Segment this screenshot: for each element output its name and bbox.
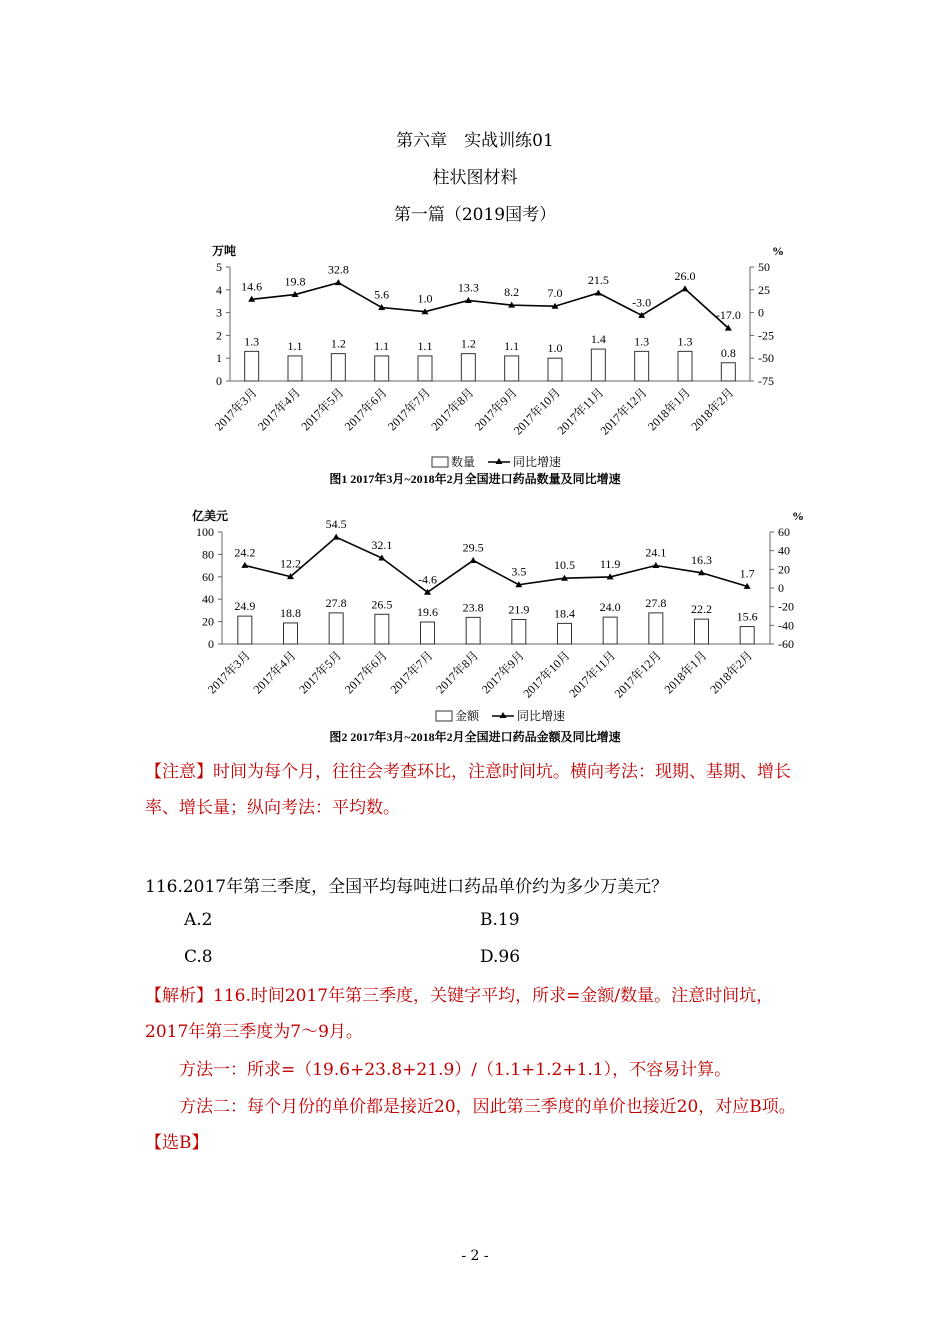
- chart-2-bar-label: 18.8: [280, 605, 301, 620]
- chart-2-category-label: 2017年4月: [250, 648, 299, 697]
- method-two: [145, 1089, 810, 1161]
- chart-2-bar-label: 23.8: [462, 600, 484, 615]
- chart-2-line-label: 54.5: [325, 517, 347, 532]
- chart-1-left-unit: 万吨: [212, 244, 237, 258]
- chart-1-category-label: 2018年2月: [688, 385, 737, 434]
- chart-1-category-label: 2017年6月: [341, 385, 390, 434]
- method-one: 方法一：所求=（19.6+23.8+21.9）/（1.1+1.2+1.1），不容易计算。: [179, 1060, 732, 1080]
- chart-1-bar-label: 1.1: [374, 338, 390, 353]
- chart-1-line-label: -17.0: [715, 308, 741, 323]
- chart-1-right-tick-label: -75: [758, 374, 774, 388]
- chart-2-category-label: 2017年6月: [341, 648, 390, 697]
- chart-2-left-tick-label: 0: [208, 637, 214, 651]
- chart-1-line-label: 19.8: [284, 274, 306, 289]
- chart-1-bar-label: 1.3: [634, 334, 650, 349]
- chart-1-legend-line-label: 同比增速: [513, 455, 562, 469]
- chart-2-bar-label: 19.6: [417, 605, 438, 620]
- chart-2-right-tick-label: -60: [778, 637, 794, 651]
- chart-1-category-label: 2018年1月: [645, 385, 694, 434]
- chart-2-bar: [238, 616, 252, 644]
- chart-1-line-label: 1.0: [417, 291, 433, 306]
- chart-1-bar-label: 1.1: [287, 338, 303, 353]
- chart-1-line-label: 7.0: [547, 286, 563, 301]
- option-a: A.2: [184, 910, 213, 930]
- chart-2-bar: [375, 614, 389, 644]
- chart-1-category-label: 2017年5月: [298, 385, 347, 434]
- chart-2-category-label: 2017年7月: [387, 648, 436, 697]
- chart-2-category-label: 2017年5月: [296, 648, 345, 697]
- chart-2-right-tick-label: 20: [778, 562, 790, 577]
- chart-2-line-label: 32.1: [371, 538, 393, 553]
- chart-2-legend-line-marker: [500, 712, 507, 718]
- chart-1-bar: [721, 363, 735, 381]
- chart-2-category-label: 2017年9月: [478, 648, 527, 697]
- chart-2-line-label: 1.7: [739, 566, 755, 581]
- chart-2-caption: 图2 2017年3月~2018年2月全国进口药品金额及同比增速: [329, 730, 621, 744]
- chart-2-bar-label: 15.6: [736, 609, 758, 624]
- chart-2-bar-label: 18.4: [554, 606, 575, 621]
- chart-1-line-label: -3.0: [632, 295, 652, 310]
- analysis-paragraph: [145, 978, 810, 1050]
- option-c: C.8: [184, 947, 213, 967]
- chart-2-legend-line-label: 同比增速: [517, 709, 566, 723]
- note-tag: 【注意】: [145, 762, 213, 782]
- chart-2-line-label: 29.5: [462, 540, 484, 555]
- chart-2-left-tick-label: 80: [202, 547, 214, 562]
- chart-2-line-label: 16.3: [691, 552, 712, 567]
- chart-1-left-tick-label: 2: [216, 328, 222, 343]
- chart-2-right-unit: %: [792, 509, 804, 523]
- chart-1-line-series: [252, 283, 729, 328]
- chart-2-line-label: 10.5: [554, 558, 575, 573]
- chart-1-line-label: 8.2: [504, 285, 520, 300]
- chart-2-bar: [740, 627, 754, 644]
- chart-1-bar-label: 1.2: [460, 336, 476, 351]
- chart-2-line-marker: [333, 534, 340, 540]
- method-two-text: 方法二：每个月份的单价都是接近20，因此第三季度的单价也接近20，对应B项。: [179, 1097, 796, 1117]
- chart-1-legend-line-marker: [496, 458, 503, 464]
- chart-1-left-tick-label: 3: [216, 305, 222, 320]
- chart-1-line-label: 13.3: [457, 280, 479, 295]
- chart-1-right-tick-label: -50: [758, 351, 774, 366]
- chart-1-line-marker: [595, 289, 602, 295]
- chart-2-bar-label: 27.8: [645, 595, 667, 610]
- chart-1-category-label: 2017年4月: [255, 385, 304, 434]
- chart-1-bar: [678, 351, 692, 381]
- chart-2-line-label: 12.2: [280, 556, 301, 571]
- chart-2-bar: [558, 623, 572, 644]
- chart-1-category-label: 2017年3月: [211, 385, 260, 434]
- chart-1-left-tick-label: 1: [216, 351, 222, 366]
- chart-1-bar: [331, 354, 345, 381]
- chart-1-category-label: 2017年9月: [471, 385, 520, 434]
- chart-1-line-marker: [335, 279, 342, 285]
- chart-2-bar-label: 24.0: [599, 600, 621, 615]
- chart-1-bar: [461, 354, 475, 381]
- chart-2-line-series: [245, 537, 747, 592]
- chart-2-bar-label: 27.8: [325, 595, 347, 610]
- chart-2-bar: [329, 613, 343, 644]
- chart-2-category-label: 2018年2月: [707, 648, 756, 697]
- chart-1-bar-label: 1.1: [504, 338, 520, 353]
- chart-2-right-tick-label: 60: [778, 525, 790, 539]
- material-type-title: 柱状图材料: [432, 168, 518, 188]
- chart-1: [0, 232, 950, 492]
- chart-2-line-label: -4.6: [418, 572, 437, 587]
- analysis-text: 116.时间2017年第三季度，关键字平均，所求=金额/数量。注意时间坑，2017年第三季度为7～9月。: [145, 986, 774, 1042]
- note-text: 时间为每个月，往往会考查环比，注意时间坑。横向考法：现期、基期、增长率、增长量；纵向考法：平均数。: [145, 762, 791, 818]
- chart-2-line-label: 3.5: [511, 564, 527, 579]
- chart-1-line-label: 14.6: [241, 279, 263, 294]
- chart-1-right-tick-label: 0: [758, 305, 764, 320]
- option-d: D.96: [480, 947, 521, 967]
- chart-2-bar: [466, 617, 480, 644]
- chart-1-left-tick-label: 4: [216, 282, 222, 297]
- chart-2-bar: [512, 619, 526, 644]
- chart-1-bar: [591, 349, 605, 381]
- chart-1-bar: [245, 351, 259, 381]
- chart-2: [0, 497, 950, 747]
- chart-1-svg: [0, 232, 950, 492]
- chapter-title: 第六章 实战训练01: [396, 131, 554, 151]
- question-stem: 116.2017年第三季度，全国平均每吨进口药品单价约为多少万美元？: [145, 877, 669, 897]
- chart-1-bar: [505, 356, 519, 381]
- chart-1-bar: [375, 356, 389, 381]
- chart-2-line-marker: [241, 562, 248, 568]
- chart-1-right-tick-label: -25: [758, 328, 774, 343]
- chart-1-right-tick-label: 25: [758, 282, 770, 297]
- chart-2-line-label: 11.9: [599, 556, 621, 571]
- option-b: B.19: [480, 910, 520, 930]
- chart-2-bar: [603, 617, 617, 644]
- chart-1-line-label: 32.8: [327, 262, 349, 277]
- chart-1-caption: 图1 2017年3月~2018年2月全国进口药品数量及同比增速: [329, 472, 621, 486]
- answer-tag: 【选B】: [145, 1133, 209, 1153]
- chart-1-bar-label: 1.4: [590, 332, 606, 347]
- chart-2-bar-label: 24.9: [234, 599, 256, 614]
- chart-1-category-label: 2017年11月: [554, 385, 607, 438]
- chart-1-legend-bar-label: 数量: [451, 455, 476, 469]
- chart-2-category-label: 2017年12月: [611, 648, 664, 701]
- chart-2-line-marker: [470, 557, 477, 563]
- chart-2-bar-label: 21.9: [508, 602, 530, 617]
- chart-2-right-tick-label: -40: [778, 618, 794, 633]
- chart-1-category-label: 2017年10月: [510, 385, 564, 438]
- chart-1-left-tick-label: 5: [216, 260, 222, 274]
- chart-1-line-label: 5.6: [374, 287, 390, 302]
- chart-2-bar: [284, 623, 298, 644]
- section-title: 第一篇（2019国考）: [393, 205, 557, 225]
- chart-1-bar: [288, 356, 302, 381]
- chart-1-line-label: 26.0: [674, 268, 696, 283]
- analysis-tag: 【解析】: [145, 986, 213, 1006]
- chart-2-line-label: 24.1: [645, 545, 667, 560]
- chart-1-right-tick-label: 50: [758, 260, 770, 274]
- chart-1-category-label: 2017年8月: [428, 385, 477, 434]
- chart-1-right-unit: %: [772, 244, 784, 258]
- chart-1-line-marker: [682, 285, 689, 291]
- chart-2-line-marker: [652, 562, 659, 568]
- chart-2-left-tick-label: 100: [196, 525, 214, 539]
- chart-1-bar-label: 0.8: [720, 345, 736, 360]
- chart-2-left-tick-label: 20: [202, 614, 214, 629]
- chart-1-bar-label: 1.0: [547, 341, 563, 356]
- chart-1-line-label: 21.5: [587, 272, 609, 287]
- page-number: - 2 -: [461, 1248, 489, 1264]
- chart-2-category-label: 2017年3月: [204, 648, 253, 697]
- chart-2-bar: [695, 619, 709, 644]
- chart-2-left-tick-label: 40: [202, 592, 214, 607]
- chart-2-bar: [421, 622, 435, 644]
- chart-2-line-label: 24.2: [234, 545, 256, 560]
- chart-2-category-label: 2018年1月: [661, 648, 710, 697]
- chart-2-category-label: 2017年11月: [566, 648, 619, 701]
- chart-2-right-tick-label: 0: [778, 581, 784, 595]
- chart-1-bar: [548, 358, 562, 381]
- chart-1-category-label: 2017年7月: [385, 385, 434, 434]
- chart-1-bar-label: 1.2: [330, 336, 346, 351]
- chart-1-bar-label: 1.1: [417, 338, 433, 353]
- chart-2-left-unit: 亿美元: [192, 509, 229, 523]
- chart-2-right-tick-label: 40: [778, 543, 790, 558]
- chart-1-bar: [635, 351, 649, 381]
- chart-1-bar: [418, 356, 432, 381]
- chart-2-category-label: 2017年10月: [520, 648, 573, 701]
- chart-1-bar-label: 1.3: [244, 334, 260, 349]
- chart-2-left-tick-label: 60: [202, 569, 214, 584]
- chart-1-category-label: 2017年12月: [597, 385, 650, 438]
- chart-1-legend-bar-swatch: [432, 457, 448, 467]
- chart-2-bar-label: 26.5: [371, 597, 393, 612]
- chart-2-category-label: 2017年8月: [433, 648, 482, 697]
- chart-1-bar-label: 1.3: [677, 334, 693, 349]
- chart-1-left-tick-label: 0: [216, 374, 222, 388]
- chart-2-right-tick-label: -20: [778, 599, 794, 614]
- chart-2-legend-bar-label: 金额: [455, 709, 480, 723]
- chart-2-bar: [649, 613, 663, 644]
- note-paragraph: [145, 754, 810, 826]
- chart-2-bar-label: 22.2: [691, 602, 712, 617]
- chart-2-legend-bar-swatch: [436, 711, 452, 721]
- chart-2-svg: [0, 497, 950, 747]
